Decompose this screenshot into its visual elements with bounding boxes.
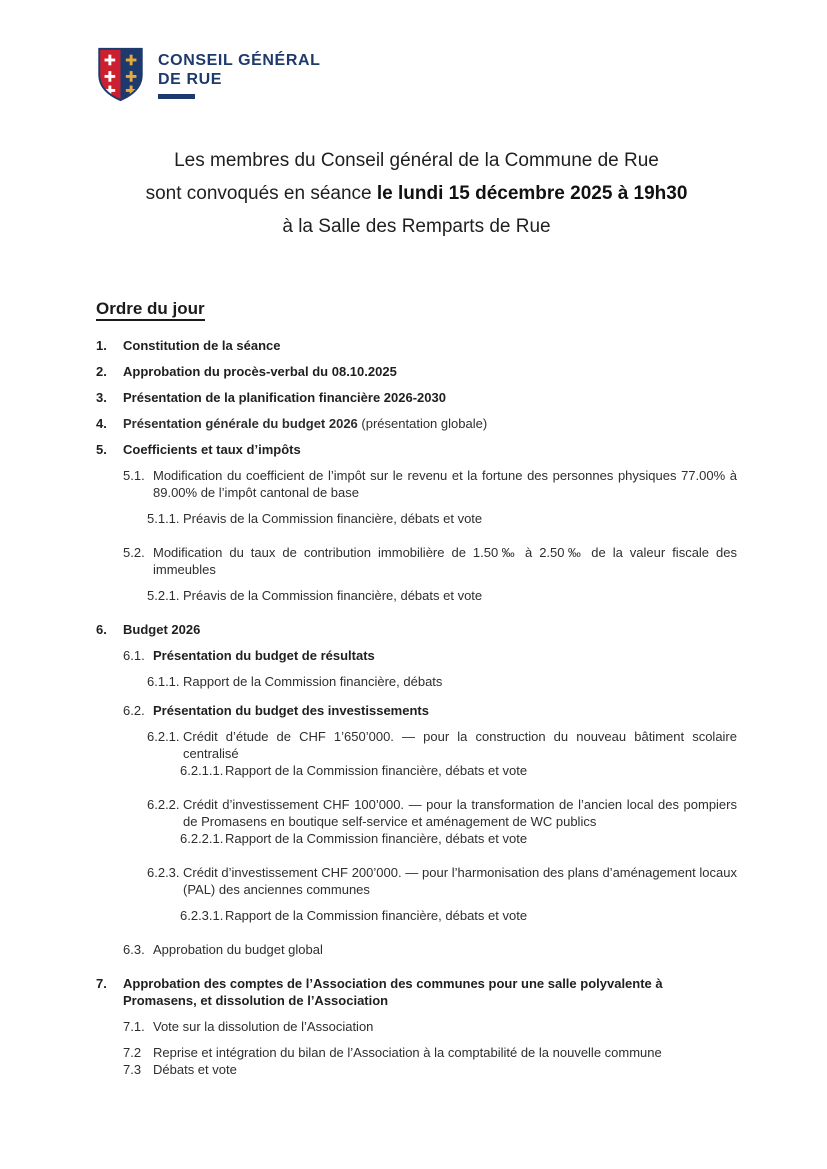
agenda-item-text-bold: Présentation générale du budget 2026 [123,416,358,431]
agenda-item-6-1 [96,647,737,664]
agenda-list [96,337,737,1078]
agenda-item-number: 7.1. [123,1019,145,1034]
agenda-item-5-1 [96,467,737,501]
agenda-item-text-suffix: (présentation globale) [357,416,488,431]
agenda-item-text: Débats et vote [153,1062,237,1077]
agenda-item-5-1-1 [96,510,737,527]
agenda-item-text: Coefficients et taux d’impôts [123,442,301,457]
agenda-item-number: 5. [96,442,107,457]
agenda-item-text: Modification du coefficient de l’impôt sur le revenu et la fortune des personnes physiques 77.00% à 89.00% de l’impôt cantonal de base [153,468,737,500]
agenda-item-number: 7. [96,976,107,991]
agenda-item-2 [96,363,737,380]
intro-line1: Les membres du Conseil général de la Commune de Rue [174,150,659,171]
agenda-item-number: 5.1.1. [147,511,180,526]
agenda-item-6-1-1 [96,673,737,690]
agenda-item-text: Modification du taux de contribution immobilière de 1.50‰ à 2.50‰ de la valeur fiscale des immeubles [153,545,737,577]
agenda-item-text: Crédit d’investissement CHF 100’000. — pour la transformation de l’ancien local des pompiers de Promasens en boutique self-service et aménagement de WC publics [183,797,737,829]
agenda-item-6-3 [96,941,737,958]
agenda-item-number: 3. [96,390,107,405]
org-name [158,46,321,99]
agenda-item-number: 5.2.1. [147,588,180,603]
agenda-item-number: 6.1. [123,648,145,663]
org-name-line2: DE RUE [158,71,223,88]
agenda-item-4 [96,415,737,432]
agenda-item-text: Approbation du procès-verbal du 08.10.2025 [123,364,397,379]
agenda-item-7-1 [96,1018,737,1035]
intro-line2-bold: le lundi 15 décembre 2025 à 19h30 [376,183,688,204]
agenda-item-5 [96,441,737,458]
convocation-heading [96,144,737,243]
agenda-item-5-2 [96,544,737,578]
intro-line3: à la Salle des Remparts de Rue [282,216,551,237]
agenda-item-number: 6.1.1. [147,674,180,689]
coat-of-arms-icon [96,46,145,102]
agenda-item-6-2-1 [96,728,737,762]
agenda-item-number: 6.2.2.1. [180,831,224,846]
agenda-item-number: 7.2 [123,1045,142,1060]
agenda-item-number: 7.3 [123,1062,142,1077]
logo [96,46,737,102]
agenda-item-text: Approbation du budget global [153,942,323,957]
agenda-item-6-2-3 [96,864,737,898]
agenda-item-text: Crédit d’étude de CHF 1’650’000. — pour la construction du nouveau bâtiment scolaire centralisé [183,729,737,761]
logo-underline-bar [158,94,195,99]
agenda-item-7 [96,975,737,1009]
agenda-item-1 [96,337,737,354]
agenda-item-text: Constitution de la séance [123,338,281,353]
org-name-line1: CONSEIL GÉNÉRAL [158,52,321,69]
agenda-item-number: 6. [96,622,107,637]
agenda-item-number: 6.2.2. [147,797,180,812]
agenda-item-number: 2. [96,364,107,379]
agenda-item-text: Vote sur la dissolution de l’Association [153,1019,374,1034]
agenda-item-6-2-2 [96,796,737,830]
agenda-item-number: 6.2.3.1. [180,908,224,923]
agenda-item-text: Présentation du budget des investissements [153,703,429,718]
intro-line2-normal: sont convoqués en séance [145,183,377,204]
agenda-item-number: 6.2.1.1. [180,763,224,778]
agenda-item-number: 5.1. [123,468,145,483]
agenda-item-text: Rapport de la Commission financière, débats [183,674,443,689]
agenda-item-number: 6.2.3. [147,865,180,880]
agenda-item-6-2 [96,702,737,719]
agenda-item-6-2-2-1 [96,830,737,847]
agenda-title-text: Ordre du jour [96,299,205,321]
agenda-item-text: Approbation des comptes de l’Association des communes pour une salle polyvalente à Promasens, et dissolution de l’Association [123,976,663,1008]
agenda-item-number: 5.2. [123,545,145,560]
agenda-item-text: Rapport de la Commission financière, débats et vote [225,763,528,778]
agenda-item-text: Crédit d’investissement CHF 200’000. — pour l’harmonisation des plans d’aménagement locaux (PAL) des anciennes communes [183,865,737,897]
agenda-item-6 [96,621,737,638]
agenda-item-number: 6.2. [123,703,145,718]
agenda-item-text: Préavis de la Commission financière, débats et vote [183,511,483,526]
agenda-item-number: 6.2.1. [147,729,180,744]
agenda-item-number: 1. [96,338,107,353]
agenda-item-7-2 [96,1044,737,1061]
agenda-title [96,299,737,319]
agenda-item-text: Budget 2026 [123,622,201,637]
intro-line2 [96,177,737,210]
agenda-item-3 [96,389,737,406]
agenda-item-number: 4. [96,416,107,431]
agenda-item-text: Reprise et intégration du bilan de l’Association à la comptabilité de la nouvelle commune [153,1045,662,1060]
agenda-item-text: Rapport de la Commission financière, débats et vote [225,831,528,846]
agenda-item-7-3 [96,1061,737,1078]
agenda-item-text: Présentation de la planification financière 2026-2030 [123,390,446,405]
agenda-item-6-2-3-1 [96,907,737,924]
agenda-item-number: 6.3. [123,942,145,957]
agenda-item-text: Rapport de la Commission financière, débats et vote [225,908,528,923]
agenda-item-6-2-1-1 [96,762,737,779]
agenda-item-5-2-1 [96,587,737,604]
agenda-item-text [123,415,737,432]
agenda-item-text: Présentation du budget de résultats [153,648,375,663]
agenda-item-text: Préavis de la Commission financière, débats et vote [183,588,483,603]
